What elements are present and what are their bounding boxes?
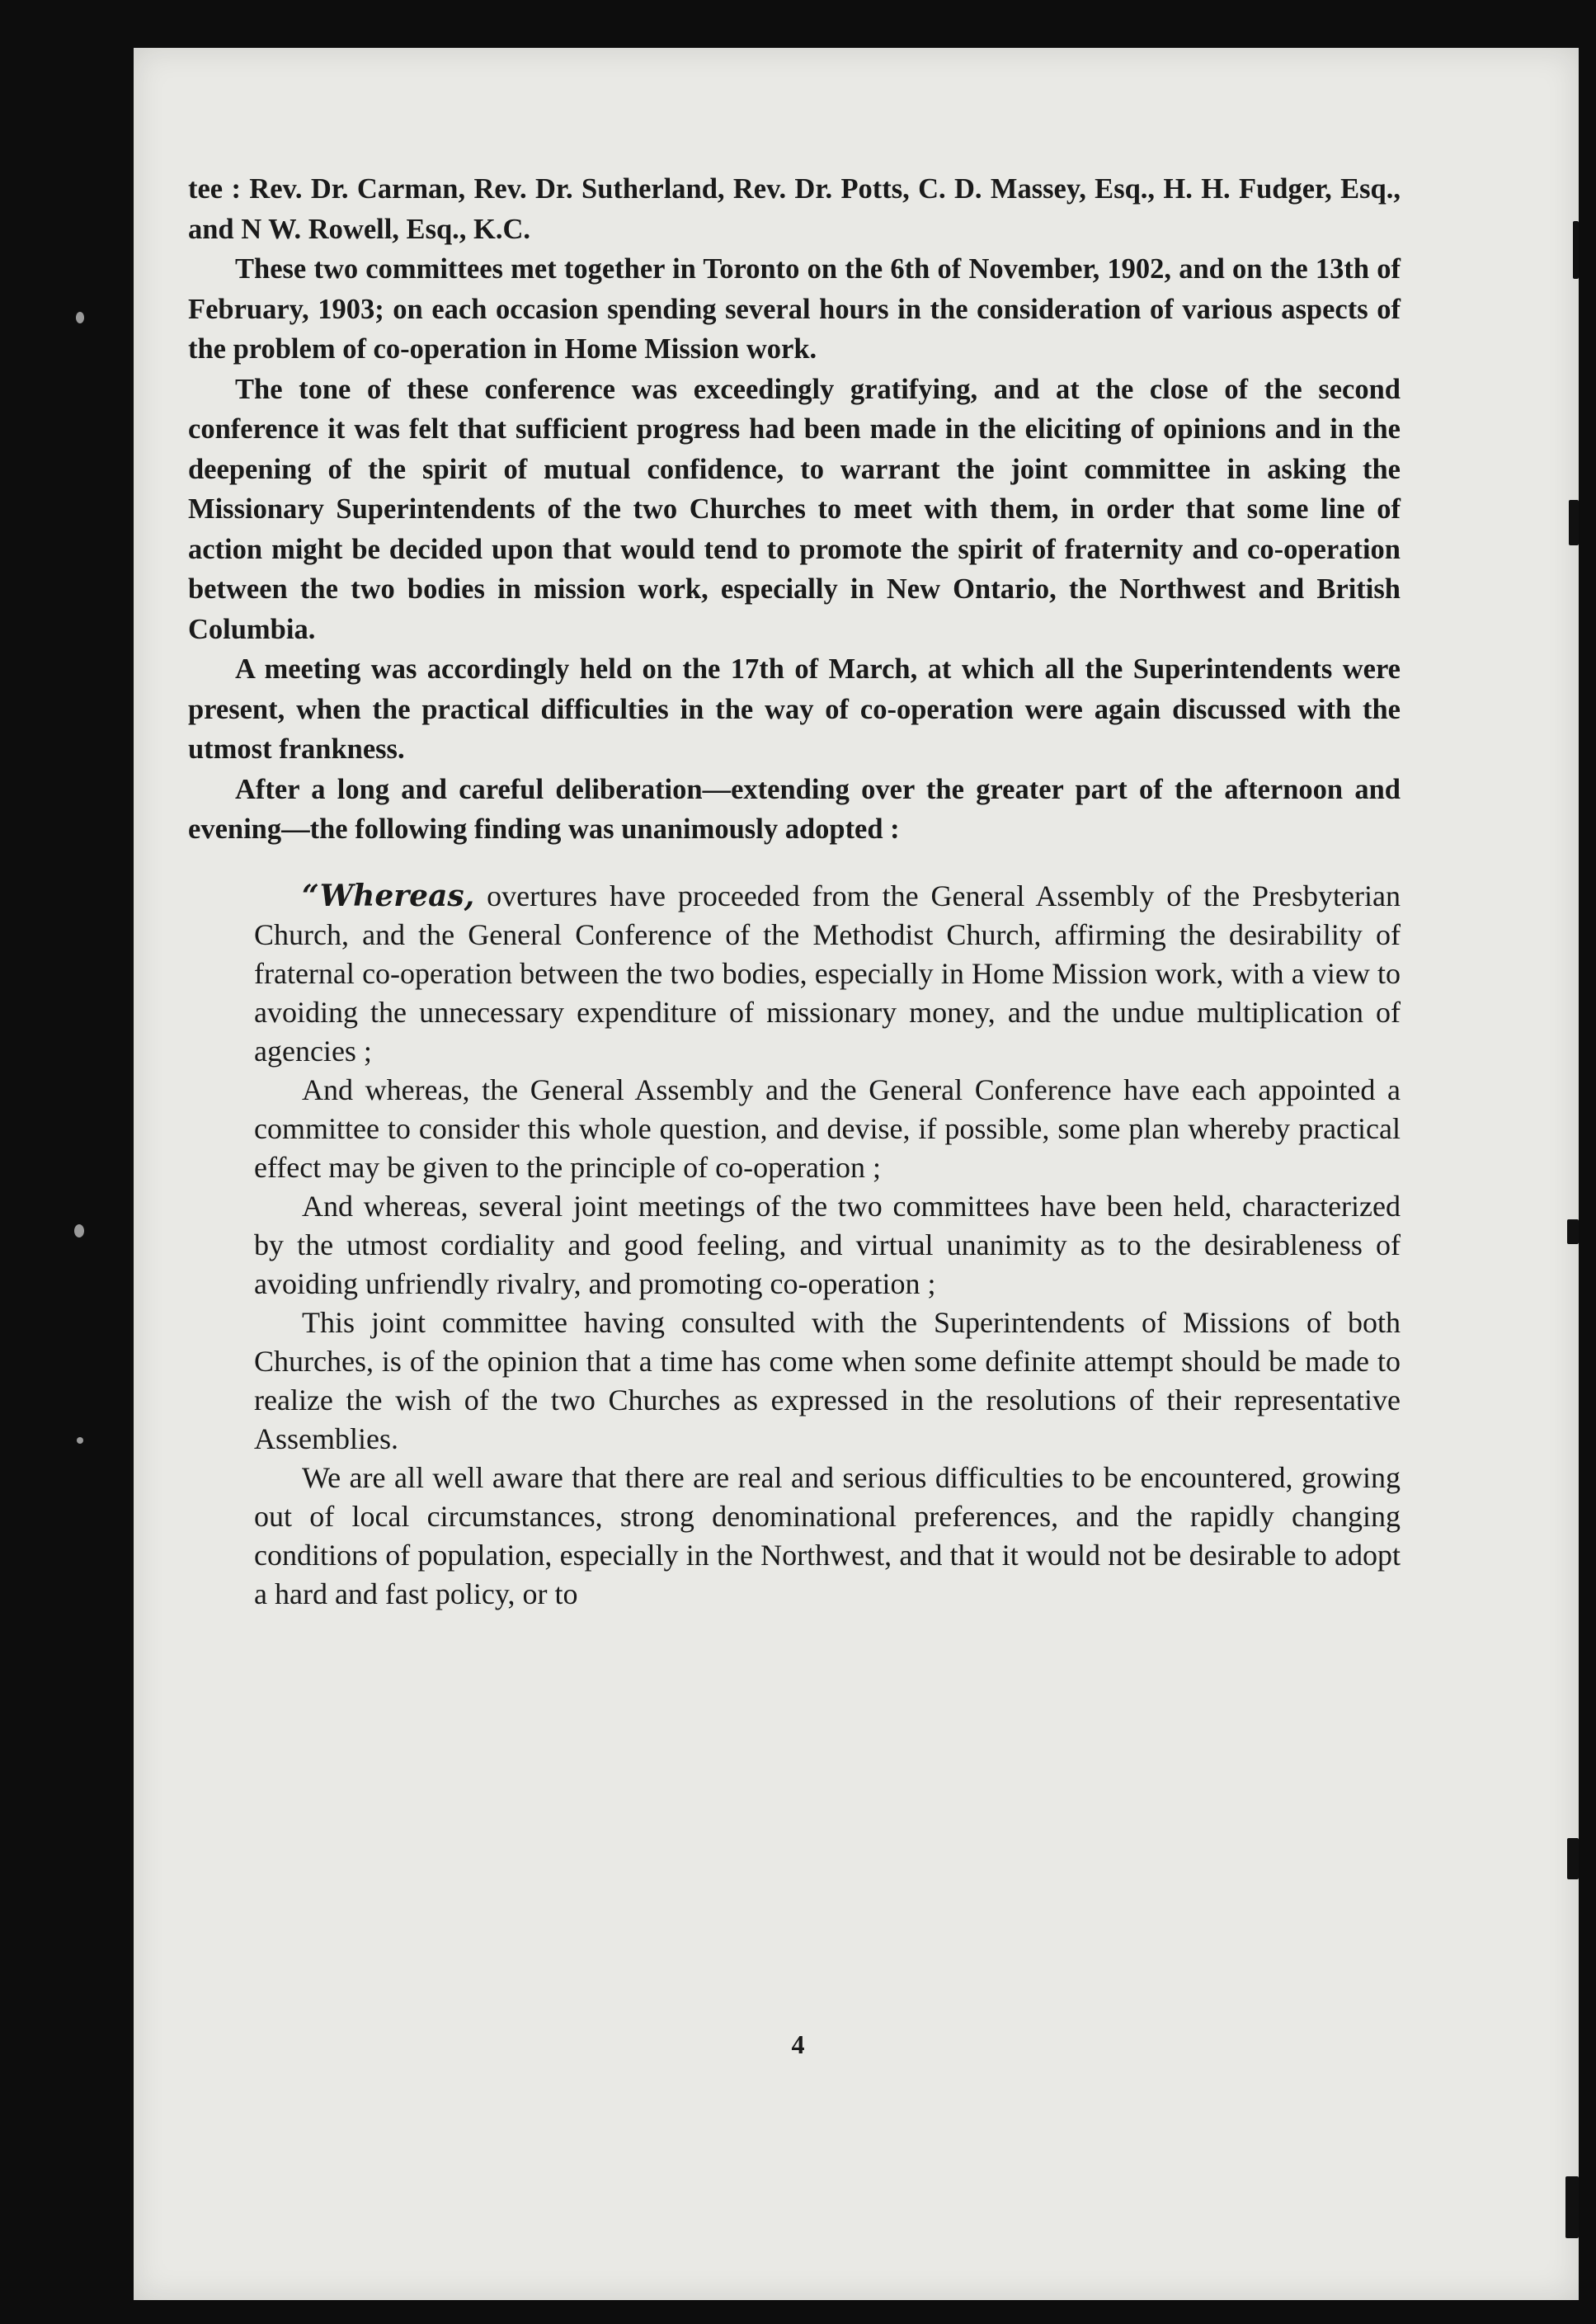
committee-meetings-paragraph: These two committees met together in Toronto on the 6th of November, 1902, and on the 13th of February, 1903; on each occasion spending several hours in the consideration of various aspects of the problem of co-operation in Home Mission work.	[188, 253, 1401, 365]
resolution-opening-paragraph	[254, 877, 1401, 1071]
resolution-paragraph: And whereas, several joint meetings of the two committees have been held, characterized by the utmost cordiality and good feeling, and virtual unanimity as to the desirableness of avoiding unfriendly rivalry, and promoting co-operation ;	[254, 1189, 1401, 1300]
edge-mark	[1567, 1219, 1579, 1244]
page-number: 4	[791, 2029, 805, 2059]
resolution-opening-text: overtures have proceeded from the General Assembly of the Presbyterian Church, and the General Conference of the Methodist Church, affirming the desirability of fraternal co-operation between the two bodies, especially in Home Mission work, with a view to avoiding the unnecessary expenditure of missionary money, and the undue multiplication of agencies ;	[254, 879, 1401, 1068]
resolution-paragraph: We are all well aware that there are real and serious difficulties to be encountered, growing out of local circumstances, strong denominational preferences, and the rapidly changing conditions of population, especially in the Northwest, and that it would not be desirable to adopt a hard and fast policy, or to	[254, 1460, 1401, 1610]
conference-tone-paragraph: The tone of these conference was exceedingly gratifying, and at the close of the second conference it was felt that sufficient progress had been made in the eliciting of opinions and in the deepening of the spirit of mutual confidence, to warrant the joint committee in asking the Missionary Superintendents of the two Churches to meet with them, in order that some line of action might be decided upon that would tend to promote the spirit of fraternity and co-operation between the two bodies in mission work, especially in New Ontario, the Northwest and British Columbia.	[188, 373, 1401, 645]
edge-mark	[1565, 2176, 1579, 2238]
scan-artifact	[77, 1437, 83, 1444]
scan-artifact	[74, 1224, 84, 1237]
deliberation-paragraph: After a long and careful deliberation—extending over the greater part of the afternoon and evening—the following finding was unanimously adopted :	[188, 773, 1401, 845]
resolution-block	[254, 877, 1401, 1614]
page-text	[188, 169, 1401, 1614]
resolution-paragraph: This joint committee having consulted with the Superintendents of Missions of both Churches, is of the opinion that a time has come when some definite attempt should be made to realize the wish of the two Churches as expressed in the resolutions of their representative Assemblies.	[254, 1305, 1401, 1455]
edge-mark	[1573, 221, 1579, 279]
whereas-word: “Whereas,	[302, 878, 475, 913]
edge-mark	[1567, 1838, 1579, 1879]
resolution-paragraph: And whereas, the General Assembly and the General Conference have each appointed a committee to consider this whole question, and devise, if possible, some plan whereby practical effect may be given to the principle of co-operation ;	[254, 1072, 1401, 1184]
scan-artifact	[76, 312, 84, 323]
march-meeting-paragraph: A meeting was accordingly held on the 17th of March, at which all the Superintendents were present, when the practical difficulties in the way of co-operation were again discussed with the utmost frankness.	[188, 653, 1401, 765]
edge-mark	[1569, 500, 1579, 545]
committee-list-paragraph: tee : Rev. Dr. Carman, Rev. Dr. Sutherland, Rev. Dr. Potts, C. D. Massey, Esq., H. H. Fudger, Esq., and N W. Rowell, Esq., K.C.	[188, 173, 1401, 245]
